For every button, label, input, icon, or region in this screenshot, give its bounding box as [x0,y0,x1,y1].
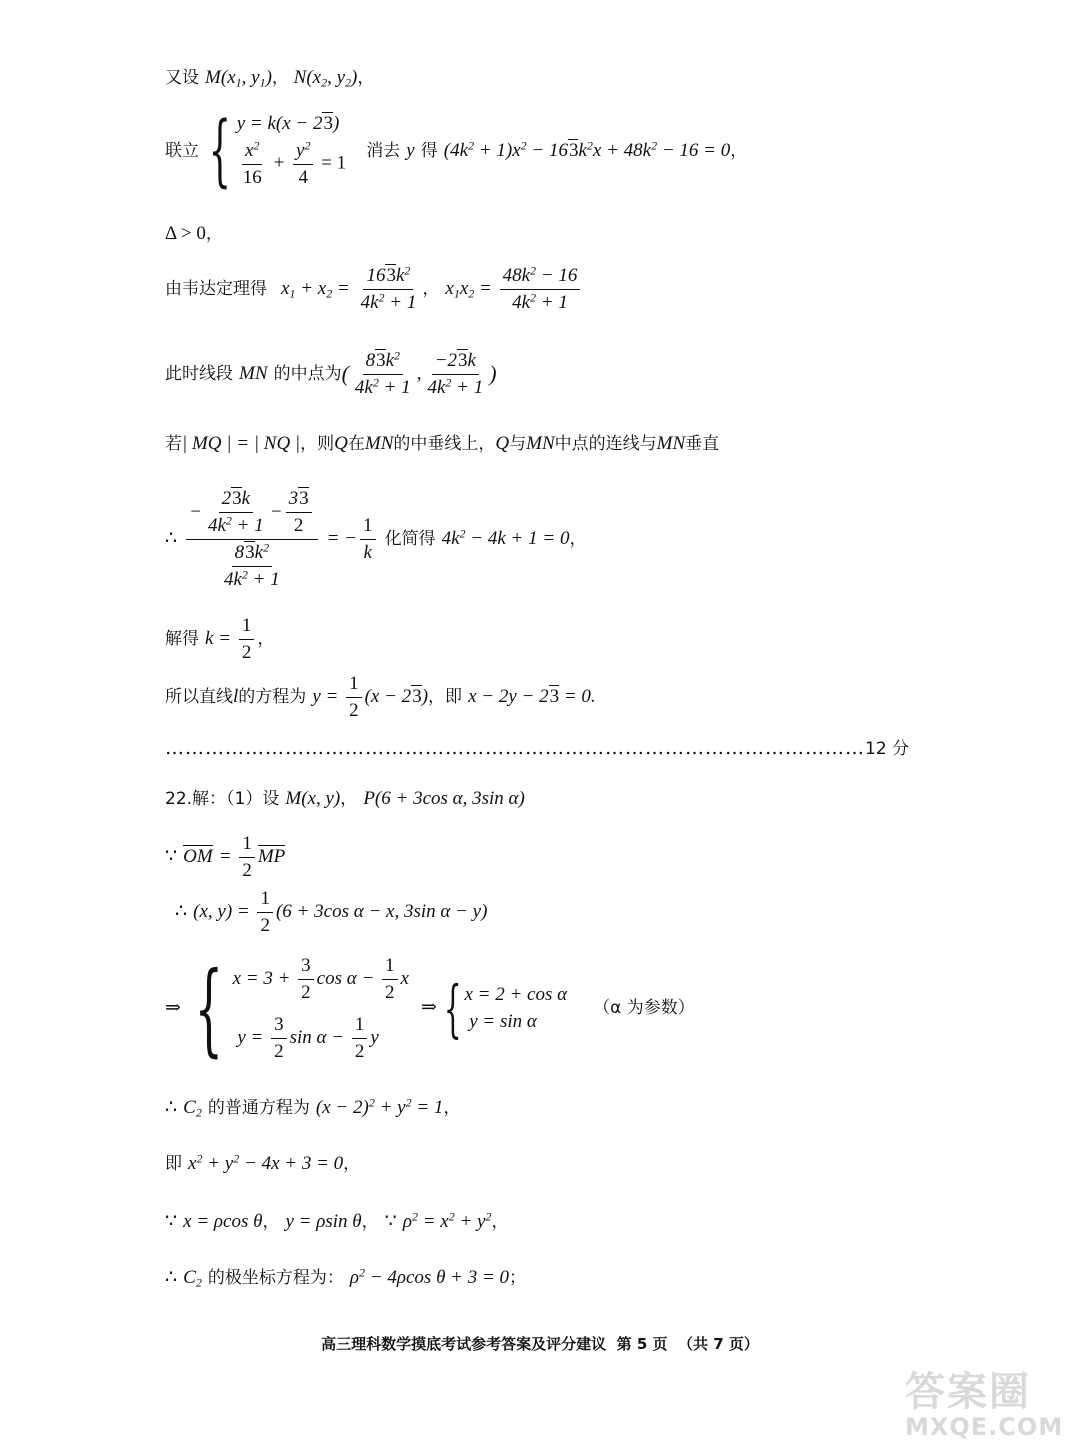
math-points: $M(x_1$, $y_1$)， $N(x_2$, $y_2$)， [205,67,375,90]
line-line-equation: 所以直线l的方程为 y = $\frac{1}{2}$ (x − 23)，即 x − 2y − 23 = 0. [165,673,596,721]
line-expanded: 即 $x^2 + y^2 - 4x + 3 = 0$， [165,1151,361,1174]
text-equation-is: 的方程为 [238,687,307,708]
line-vector: ∵ OM = $\frac{1}{2}$ MP [165,833,286,881]
watermark-top: 答案圈 [905,1369,1031,1415]
line-slope-equation: ∴ − $\frac{23k}{4k^2 + 1}$ − $\frac{33}{2}$ $\frac{83k^2}{4k^2 + 1}$ = − $\frac{1}{k}$ 化简得 $4k^2 - 4k + 1 = 0$， [165,488,587,590]
line-simultaneous: 联立 { y = k(x − 23) $\frac{x^2}{16}$ + $\frac{y^2}{4}$ = 1 消去 y 得 $(4k^2 + 1)x^2 - 163k^2x + 48k^2 - 16 = 0$， [165,106,748,196]
text-then: ，则 [300,434,335,454]
text-simplify: 化简得 [384,528,436,549]
text-namely: ，即 [428,687,463,708]
text-bisector: 的中垂线上， [393,434,496,454]
score-value: 12 分 [865,739,910,759]
line-q22: 22.解：（1）设 M(x, y)， P(6 + 3cos α, 3sin α) [165,788,525,809]
footer-page-number: 5 [636,1335,648,1353]
line-perpendicular: 若| MQ | = | NQ |，则Q在MN的中垂线上，Q与MN中点的连线与MN垂直 [165,433,720,454]
line-discriminant: Δ > 0， [165,223,223,244]
text-standard-eq: 的普通方程为 [207,1098,310,1118]
footer-page-prefix: 第 [616,1335,632,1353]
watermark-bottom: MXQE.COM [905,1413,1064,1441]
text-line-to: 中点的连线与 [554,434,657,454]
text-vieta: 由韦达定理得 [165,279,267,300]
line-polar-relations: ∵ x = ρcos θ， y = ρsin θ， ∵ $\rho^2 = x^2 + y^2$， [165,1209,509,1232]
text-obtain: 得 [420,141,438,162]
text-and: 与 [509,434,527,454]
line-polar-equation: ∴ $C_2$ 的极坐标方程为： $\rho^2 - 4\rho\cos$ θ + 3 = 0； [165,1265,527,1290]
page-footer [0,1333,1080,1354]
text-if: 若 [165,434,182,454]
line-set-points [165,66,374,90]
footer-page-word: 页 [652,1335,668,1353]
text-segment: 此时线段 [165,364,233,385]
line-param-derivation: ⇒ { x = 3 + $\frac{3}{2}$ cos α − $\frac{1}{2}$ x y = $\frac{3}{2}$ sin α − $\frac{1}{2}$ y ⇒ { x = 2 + cos α y = sin α （α 为参数） [165,949,695,1067]
watermark-logo [905,1360,1075,1440]
score-line [165,737,909,760]
text-eliminate: 消去 [366,141,401,162]
text-solve: 解得 [165,629,199,650]
text-so-line: 所以直线 [165,687,233,708]
text-simultaneous: 联立 [165,141,199,161]
line-c2-standard: ∴ $C_2$ 的普通方程为 $(x - 2)^2 + y^2 = 1$， [165,1095,461,1120]
text-vertical: 垂直 [685,434,720,454]
line-solve-k: 解得 k = $\frac{1}{2}$ ， [165,615,275,663]
text-midpoint: 的中点为 [273,364,342,385]
footer-total-pages: （共 7 页） [677,1335,759,1353]
text-q22-label: 22.解：（1）设 [165,789,280,809]
line-midpoint: 此时线段 MN 的中点为( $\frac{83k^2}{4k^2 + 1}$ , $\frac{-23k}{4k^2 + 1}$ ) [165,348,497,398]
footer-title: 高三理科数学摸底考试参考答案及评分建议 [321,1335,607,1353]
text-that-is: 即 [165,1154,182,1174]
text-polar-eq: 的极坐标方程为： [207,1268,344,1288]
text-on: 在 [347,434,365,454]
equation-system: { y = k(x − 23) $\frac{x^2}{16}$ + $\frac{y^2}{4}$ = 1 [208,106,347,196]
score-dots: …………………………………………………………………………………………… [165,737,865,759]
line-coordinates: ∴ (x, y) = $\frac{1}{2}$ (6 + 3cos α − x, 3sin α − y) [175,888,488,936]
text-param-note: （α 为参数） [593,998,695,1019]
text-set: 又设 [165,68,199,88]
line-vieta: 由韦达定理得 $x_1 + x_2$ = $\frac{163k^2}{4k^2 + 1}$ ， $x_1x_2$ = $\frac{48k^2 - 16}{4k^2 + 1}$ [165,265,583,314]
